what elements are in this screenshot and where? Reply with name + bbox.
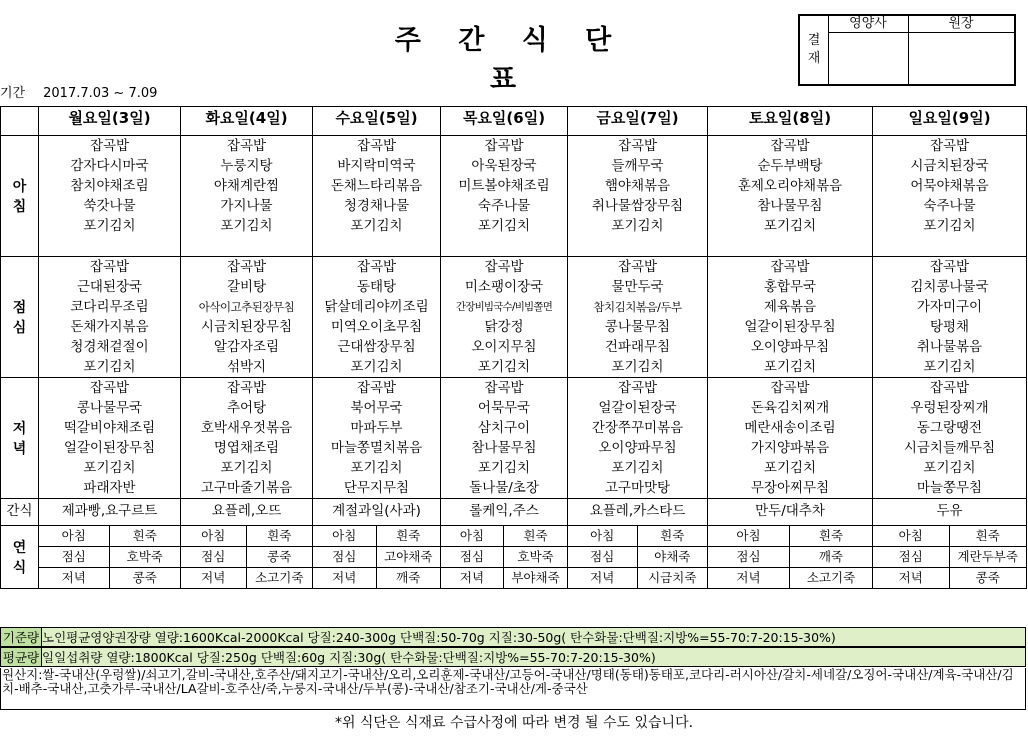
menu-item: 포기김치 xyxy=(763,218,817,234)
menu-item: 잡곡밥 xyxy=(770,380,810,396)
porridge-type: 흰죽 xyxy=(247,526,313,547)
menu-cell xyxy=(568,257,708,378)
day-header: 일요일(9일) xyxy=(873,107,1027,136)
menu-item: 우렁된장찌개 xyxy=(910,400,989,416)
menu-item: 떡갈비야채조림 xyxy=(63,420,156,436)
porridge-meal: 아침 xyxy=(708,526,790,547)
snack-item: 요플레,카스타드 xyxy=(568,499,708,526)
menu-item: 마파두부 xyxy=(350,420,403,436)
menu-item: 홍합무국 xyxy=(763,279,817,295)
menu-item: 포기김치 xyxy=(611,218,664,234)
menu-item xyxy=(708,236,872,256)
menu-cell xyxy=(181,378,313,499)
menu-item: 포기김치 xyxy=(83,460,136,476)
menu-cell xyxy=(873,136,1027,257)
menu-item: 아욱된장국 xyxy=(471,158,537,174)
menu-item: 숙주나물 xyxy=(923,198,976,214)
average-text: 일일섭취량 열량:1800Kcal 당질:250g 단백질:60g 지질:30g( 탄수화물:단백질:지방%=55-70:7-20:15-30%) xyxy=(42,650,656,665)
menu-item: 얼갈이된장국 xyxy=(598,400,677,416)
menu-item: 잡곡밥 xyxy=(929,138,970,154)
menu-item: 근대된장국 xyxy=(76,279,143,295)
porridge-meal: 점심 xyxy=(873,547,950,568)
porridge-type: 흰죽 xyxy=(110,526,181,547)
menu-item: 닭강정 xyxy=(484,319,524,335)
menu-item: 알감자조림 xyxy=(213,339,280,355)
porridge-meal: 저녁 xyxy=(708,568,790,588)
period-label: 기간 xyxy=(0,86,26,101)
menu-item: 어묵무국 xyxy=(477,400,531,416)
menu-item xyxy=(313,236,440,256)
average-label: 평균량 xyxy=(1,648,42,667)
porridge-meal: 저녁 xyxy=(39,568,110,588)
menu-item: 청경채나물 xyxy=(343,198,410,214)
day-header: 수요일(5일) xyxy=(313,107,441,136)
menu-item: 미소팽이장국 xyxy=(464,279,544,295)
menu-item: 포기김치 xyxy=(923,359,976,375)
menu-cell xyxy=(39,257,181,378)
menu-item: 섞박지 xyxy=(226,359,267,375)
menu-cell xyxy=(441,136,568,257)
menu-item: 오이지무침 xyxy=(471,339,537,355)
menu-cell xyxy=(313,257,441,378)
snack-item: 두유 xyxy=(873,499,1027,526)
meal-label-dinner: 저 녁 xyxy=(1,378,39,499)
menu-item: 잡곡밥 xyxy=(484,259,524,275)
menu-item: 잡곡밥 xyxy=(929,380,970,396)
porridge-type: 흰죽 xyxy=(377,526,441,547)
day-header: 목요일(6일) xyxy=(441,107,568,136)
menu-item: 가자미구이 xyxy=(916,299,983,315)
origin-info: 원산지:쌀-국내산(우렁쌀)/쇠고기,갈비-국내산,호주산/돼지고기-국내산/오리,오리훈제-국내산/고등어-국내산/명태(동태)동태포,코다리-러시아산/갈치-세네갈/오징어-국내산/계육-국내산/김치-배추-국내산,고춧가루-국내산/LA갈비-호주산/죽,누룽지-국내산/두부(콩)-국내산/참조기-국내산/게-중국산 xyxy=(0,668,1026,710)
menu-item: 포기김치 xyxy=(350,218,403,234)
menu-cell xyxy=(708,136,873,257)
menu-cell xyxy=(708,378,873,499)
menu-cell xyxy=(873,378,1027,499)
porridge-meal: 점심 xyxy=(181,547,247,568)
porridge-grid xyxy=(873,526,1026,588)
menu-item: 근대쌈장무침 xyxy=(337,339,416,355)
menu-item: 단무지무침 xyxy=(343,480,410,496)
porridge-type: 호박죽 xyxy=(504,547,567,568)
porridge-grid xyxy=(441,526,567,588)
average-row xyxy=(0,647,1026,667)
menu-item xyxy=(181,236,312,256)
porridge-type: 콩죽 xyxy=(132,570,157,585)
menu-item: 시금치된장무침 xyxy=(200,319,293,335)
snack-item: 만두/대추차 xyxy=(708,499,873,526)
menu-item: 참치야채조림 xyxy=(70,178,149,194)
menu-item: 호박새우젓볶음 xyxy=(200,420,293,436)
menu-item: 추어탕 xyxy=(226,400,267,416)
standard-label: 기준량 xyxy=(1,628,42,647)
approval-director: 원장 xyxy=(908,16,1014,33)
period-value: 2017.7.03 ~ 7.09 xyxy=(43,86,158,101)
porridge-type: 고야채죽 xyxy=(377,547,441,568)
menu-item: 바지락미역국 xyxy=(337,158,416,174)
porridge-meal: 저녁 xyxy=(568,568,638,588)
menu-item: 가지나물 xyxy=(220,198,273,214)
porridge-cell xyxy=(441,526,568,589)
menu-item: 참나물무침 xyxy=(471,440,537,456)
menu-item: 김치콩나물국 xyxy=(910,279,989,295)
menu-item: 아삭이고추된장무침 xyxy=(198,300,295,314)
menu-item: 무장아찌무침 xyxy=(750,480,830,496)
period xyxy=(0,82,175,101)
menu-item: 간장쭈꾸미볶음 xyxy=(591,420,684,436)
menu-item: 들깨무국 xyxy=(611,158,664,174)
menu-item: 동태탕 xyxy=(356,279,397,295)
menu-item: 돈육김치찌개 xyxy=(750,400,830,416)
porridge-meal: 점심 xyxy=(313,547,377,568)
porridge-type: 흰죽 xyxy=(504,526,567,547)
menu-item: 시금치된장국 xyxy=(910,158,989,174)
porridge-meal: 점심 xyxy=(441,547,504,568)
menu-item: 고구마맛탕 xyxy=(604,480,671,496)
menu-item: 갈비탕 xyxy=(226,279,267,295)
menu-item: 물만두국 xyxy=(611,279,664,295)
snack-label: 간식 xyxy=(1,499,39,526)
porridge-meal: 아침 xyxy=(39,526,110,547)
day-header: 토요일(8일) xyxy=(708,107,873,136)
menu-item xyxy=(873,236,1026,256)
menu-item: 콩나물무국 xyxy=(76,400,143,416)
snack-item: 제과빵,요구르트 xyxy=(39,499,181,526)
porridge-meal: 점심 xyxy=(568,547,638,568)
porridge-type: 깨죽 xyxy=(790,547,872,568)
menu-item: 참치김치볶음/두부 xyxy=(593,300,682,314)
menu-item: 마늘쫑무침 xyxy=(916,480,983,496)
menu-item: 얼갈이된장무침 xyxy=(63,440,156,456)
menu-item: 참나물무침 xyxy=(757,198,823,214)
menu-item: 제육볶음 xyxy=(763,299,817,315)
day-header: 화요일(4일) xyxy=(181,107,313,136)
menu-item: 가지양파볶음 xyxy=(750,440,830,456)
porridge-meal: 아침 xyxy=(441,526,504,547)
porridge-grid xyxy=(568,526,707,588)
porridge-type: 소고기죽 xyxy=(806,570,856,585)
porridge-label: 연 식 xyxy=(1,526,39,589)
menu-item: 포기김치 xyxy=(220,218,273,234)
approval-dietitian: 영양사 xyxy=(828,16,908,33)
menu-cell xyxy=(181,257,313,378)
porridge-type: 콩죽 xyxy=(247,547,313,568)
standard-row xyxy=(0,627,1026,647)
porridge-cell xyxy=(181,526,313,589)
porridge-meal: 저녁 xyxy=(313,568,377,588)
porridge-type: 호박죽 xyxy=(110,547,181,568)
menu-item: 포기김치 xyxy=(763,460,817,476)
approval-box xyxy=(798,14,1016,86)
snack-row xyxy=(1,499,1027,526)
menu-item: 시금치들깨무침 xyxy=(903,440,996,456)
porridge-meal: 아침 xyxy=(873,526,950,547)
porridge-grid xyxy=(708,526,872,588)
menu-cell xyxy=(39,136,181,257)
menu-item: 삼치구이 xyxy=(477,420,531,436)
menu-item: 잡곡밥 xyxy=(356,380,397,396)
menu-item: 감자다시마국 xyxy=(70,158,149,174)
menu-item: 포기김치 xyxy=(83,218,136,234)
menu-item: 포기김치 xyxy=(477,359,531,375)
menu-item: 건파래무침 xyxy=(604,339,671,355)
menu-item: 잡곡밥 xyxy=(356,259,397,275)
menu-cell xyxy=(708,257,873,378)
menu-item: 포기김치 xyxy=(477,460,531,476)
approval-label: 결 재 xyxy=(800,16,829,84)
meal-label-lunch: 점 심 xyxy=(1,257,39,378)
menu-item: 잡곡밥 xyxy=(89,138,130,154)
menu-cell xyxy=(441,257,568,378)
meal-row-dinner xyxy=(1,378,1027,499)
menu-item: 포기김치 xyxy=(350,460,403,476)
menu-item: 햄야채볶음 xyxy=(604,178,671,194)
menu-cell xyxy=(313,378,441,499)
menu-item: 포기김치 xyxy=(923,218,976,234)
menu-item: 숙주나물 xyxy=(477,198,531,214)
menu-cell xyxy=(568,378,708,499)
menu-item: 얼갈이된장무침 xyxy=(744,319,836,335)
menu-item: 동그랑땡전 xyxy=(916,420,983,436)
menu-item: 누룽지탕 xyxy=(220,158,273,174)
porridge-cell xyxy=(708,526,873,589)
porridge-meal: 아침 xyxy=(313,526,377,547)
menu-item: 잡곡밥 xyxy=(617,259,658,275)
porridge-type: 흰죽 xyxy=(638,526,708,547)
menu-item: 포기김치 xyxy=(763,359,817,375)
menu-item xyxy=(39,236,180,256)
menu-item: 포기김치 xyxy=(350,359,403,375)
meal-row-breakfast xyxy=(1,136,1027,257)
menu-item: 포기김치 xyxy=(477,218,531,234)
porridge-type: 계란두부죽 xyxy=(950,547,1027,568)
menu-item: 명엽채조림 xyxy=(213,440,280,456)
menu-item: 오이양파무침 xyxy=(598,440,677,456)
porridge-grid xyxy=(313,526,440,588)
day-header-row xyxy=(1,107,1027,136)
porridge-type: 흰죽 xyxy=(790,526,872,547)
menu-cell xyxy=(441,378,568,499)
menu-item: 잡곡밥 xyxy=(770,259,810,275)
porridge-cell xyxy=(873,526,1027,589)
menu-item: 돌나물/초장 xyxy=(469,480,539,496)
menu-item: 메란새송이조림 xyxy=(744,420,836,436)
menu-item: 훈제오리야채볶음 xyxy=(737,178,843,194)
menu-item: 포기김치 xyxy=(83,359,136,375)
menu-item: 고구마줄기볶음 xyxy=(200,480,293,496)
menu-item: 콩나물무침 xyxy=(604,319,671,335)
menu-cell xyxy=(568,136,708,257)
menu-item: 취나물볶음 xyxy=(916,339,983,355)
menu-item: 청경채겉절이 xyxy=(70,339,149,355)
menu-item: 잡곡밥 xyxy=(226,380,267,396)
menu-item: 오이양파무침 xyxy=(750,339,830,355)
menu-item: 잡곡밥 xyxy=(89,259,130,275)
menu-item: 어묵야채볶음 xyxy=(910,178,989,194)
porridge-meal: 저녁 xyxy=(873,568,950,588)
menu-item: 쑥갓나물 xyxy=(83,198,136,214)
porridge-meal: 아침 xyxy=(181,526,247,547)
menu-item: 야채계란찜 xyxy=(213,178,280,194)
menu-item: 잡곡밥 xyxy=(226,138,267,154)
menu-item: 순두부백탕 xyxy=(757,158,823,174)
porridge-cell xyxy=(39,526,181,589)
menu-item: 잡곡밥 xyxy=(929,259,970,275)
menu-item: 닭살데리야끼조림 xyxy=(324,299,429,315)
meal-row-lunch xyxy=(1,257,1027,378)
porridge-grid xyxy=(39,526,180,588)
snack-item: 계절과일(사과) xyxy=(313,499,441,526)
porridge-cell xyxy=(568,526,708,589)
menu-item: 돈채가지볶음 xyxy=(70,319,149,335)
menu-item: 돈채느타리볶음 xyxy=(330,178,423,194)
menu-item: 북어무국 xyxy=(350,400,403,416)
menu-item: 취나물쌈장무침 xyxy=(591,198,684,214)
standard-text: 노인평균영양권장량 열량:1600Kcal-2000Kcal 당질:240-300g 단백질:50-70g 지질:30-50g( 탄수화물:단백질:지방%=55-70:7-20:15-30%) xyxy=(42,630,836,645)
meal-label-breakfast: 아 침 xyxy=(1,136,39,257)
menu-item: 포기김치 xyxy=(611,460,664,476)
menu-item: 파래자반 xyxy=(83,480,136,496)
menu-item: 포기김치 xyxy=(611,359,664,375)
porridge-type: 흰죽 xyxy=(950,526,1027,547)
corner-cell xyxy=(1,107,39,136)
porridge-meal: 저녁 xyxy=(181,568,247,588)
porridge-type: 시금치죽 xyxy=(648,570,697,585)
porridge-type: 깨죽 xyxy=(396,570,421,585)
porridge-meal: 점심 xyxy=(39,547,110,568)
porridge-type: 부야채죽 xyxy=(511,570,560,585)
day-header: 월요일(3일) xyxy=(39,107,181,136)
menu-table xyxy=(0,106,1027,589)
menu-item: 잡곡밥 xyxy=(484,380,524,396)
menu-cell xyxy=(313,136,441,257)
day-header: 금요일(7일) xyxy=(568,107,708,136)
menu-item: 미역오이초무침 xyxy=(330,319,423,335)
menu-cell xyxy=(181,136,313,257)
menu-item: 잡곡밥 xyxy=(89,380,130,396)
menu-item: 탕평채 xyxy=(929,319,970,335)
menu-item: 포기김치 xyxy=(220,460,273,476)
porridge-cell xyxy=(313,526,441,589)
porridge-row xyxy=(1,526,1027,589)
menu-item: 잡곡밥 xyxy=(356,138,397,154)
menu-item: 미트볼야채조림 xyxy=(458,178,550,194)
footnote: *위 식단은 식재료 수급사정에 따라 변경 될 수도 있습니다. xyxy=(334,715,694,731)
porridge-meal: 아침 xyxy=(568,526,638,547)
menu-item: 코다리무조림 xyxy=(70,299,149,315)
menu-item xyxy=(568,236,707,256)
porridge-grid xyxy=(181,526,312,588)
porridge-meal: 저녁 xyxy=(441,568,504,588)
menu-item xyxy=(441,236,567,256)
menu-item: 잡곡밥 xyxy=(770,138,810,154)
menu-item: 잡곡밥 xyxy=(617,380,658,396)
snack-item: 요플레,오뜨 xyxy=(181,499,313,526)
snack-item: 롤케익,주스 xyxy=(441,499,568,526)
page-title: 주 간 식 단 표 xyxy=(394,25,626,95)
menu-item: 포기김치 xyxy=(923,460,976,476)
porridge-type: 야채죽 xyxy=(638,547,708,568)
menu-item: 간장비빔국수/비빔쫄면 xyxy=(455,301,553,313)
menu-item: 잡곡밥 xyxy=(226,259,267,275)
menu-cell xyxy=(873,257,1027,378)
porridge-meal: 점심 xyxy=(708,547,790,568)
menu-item: 잡곡밥 xyxy=(484,138,524,154)
menu-item: 잡곡밥 xyxy=(617,138,658,154)
menu-cell xyxy=(39,378,181,499)
porridge-type: 소고기죽 xyxy=(255,570,304,585)
porridge-type: 콩죽 xyxy=(975,570,1000,585)
menu-item: 마늘쫑멸치볶음 xyxy=(330,440,423,456)
